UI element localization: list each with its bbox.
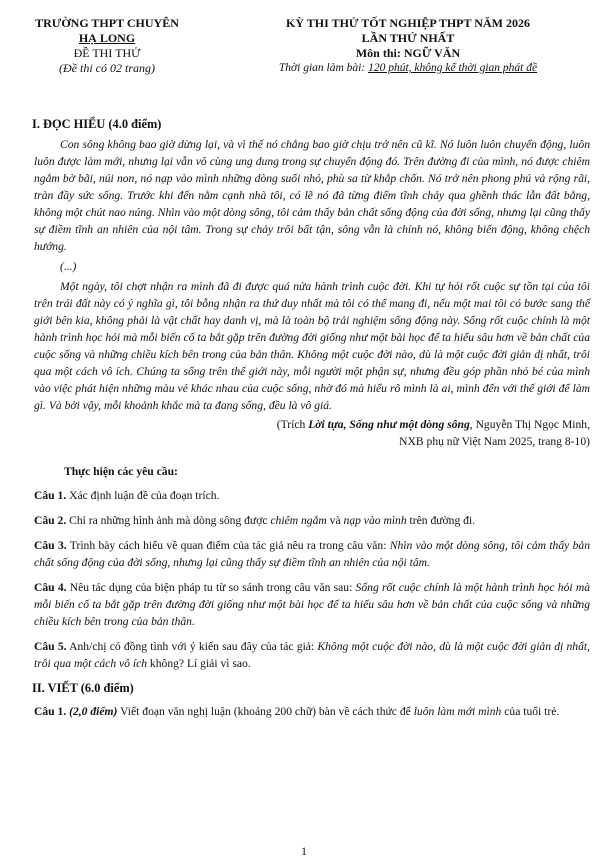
question-5-text: Anh/chị có đồng tình với ý kiến sau đây của tác giả: (66, 640, 318, 653)
question-2-label: Câu 2. (34, 514, 67, 527)
question-3-label: Câu 3. (34, 539, 67, 552)
school-block (18, 16, 196, 76)
source-author: , Nguyễn Thị Ngọc Minh, (469, 418, 590, 431)
question-3 (34, 537, 590, 571)
question-2-text-b: và (326, 514, 344, 527)
writing-question-1-label: Câu 1. (34, 705, 67, 718)
exam-time-prefix: Thời gian làm bài: (278, 62, 369, 74)
question-2-text-c: trên đường đi. (406, 514, 476, 527)
question-4-text: Nêu tác dụng của biện pháp tu từ so sánh trong câu văn sau: (66, 581, 356, 594)
source-title: Lời tựa, Sống như một dòng sông (308, 418, 470, 431)
exam-info-block (222, 16, 594, 76)
question-4-label: Câu 4. (34, 581, 67, 594)
passage-source (34, 416, 590, 450)
question-5-tail: không? Lí giải vì sao. (147, 657, 251, 670)
writing-question-1-points: (2,0 điểm) (66, 705, 118, 718)
exam-type: ĐỀ THI THỬ (73, 46, 141, 60)
school-name-line2: HẠ LONG (78, 31, 136, 45)
writing-question-1-text: Viết đoạn văn nghị luận (khoảng 200 chữ) bàn về cách thức để (117, 705, 414, 718)
question-2-text-a: Chỉ ra những hình ảnh mà dòng sông được (66, 514, 271, 527)
passage-ellipsis: (...) (60, 260, 77, 273)
question-1 (34, 487, 590, 504)
requirements-title: Thực hiện các yêu cầu: (64, 465, 178, 478)
school-name-line1: TRƯỜNG THPT CHUYÊN (35, 16, 179, 30)
writing-question-1-tail: của tuổi trẻ. (501, 705, 560, 718)
exam-round: LẦN THỨ NHẤT (361, 31, 455, 45)
question-5 (34, 638, 590, 672)
part1-title: I. ĐỌC HIỂU (4.0 điểm) (32, 117, 162, 131)
question-1-text: Xác định luận đề của đoạn trích. (66, 489, 220, 502)
page-count-note: (Đề thi có 02 trang) (59, 61, 155, 75)
question-3-text: Trình bày cách hiểu về quan điểm của tác giả nêu ra trong câu văn: (66, 539, 390, 552)
exam-header (0, 16, 608, 96)
question-1-label: Câu 1. (34, 489, 67, 502)
question-2-italic-b: nạp vào mình (343, 514, 407, 527)
question-4-quote: Sống rốt cuộc chính là một hành trình học hỏi mà mỗi biến cố ta bắt gặp trên đường đời giống như một bài học để ta hiểu sâu hơn về bản chất của cuộc sống và những chiều kích bên trong của bản thân. (34, 581, 590, 628)
question-2 (34, 512, 590, 529)
part2-title: II. VIẾT (6.0 điểm) (32, 681, 134, 695)
exam-content (34, 116, 590, 728)
question-3-quote: Nhìn vào một dòng sông, tôi cảm thấy bản chất sống động của đời sống, nhưng lại cũng thấy sự điềm tĩnh an nhiên của nội tâm. (34, 539, 591, 569)
writing-question-1-italic: luôn làm mới mình (413, 705, 502, 718)
passage-paragraph-1: Con sông không bao giờ dừng lại, và vì thế nó chẳng bao giờ chịu trở nên cũ kĩ. Nó luôn luôn chuyển động, luôn luôn được làm mới, nhưng lại vẫn vô cùng ung dung trong sự chuyển động đó. Trên đường đi của mình, nó được chiêm ngắm bờ bãi, núi non, nó nạp vào mình những dòng suối nhỏ, phù sa từ khắp chốn. Nó trở nên phong phú và rộng rãi, tràn đầy sức sống. Trước khi đến nằm cạnh nhà tôi, có lẽ nó đã từng điểm tĩnh chảy qua ghềnh thác lẫn đất bằng, không một chút nao núng. Nhìn vào một dòng sông, tôi cảm thấy bản chất sống động của đời sống, nhưng lại cũng thấy sự điềm tĩnh an nhiên của nội tâm. Trong sự chảy trôi bất tận, sông vẫn là chính nó, không biến động, không chệch hướng. (34, 138, 590, 253)
exam-subject: Môn thi: NGỮ VĂN (355, 46, 461, 60)
question-5-label: Câu 5. (34, 640, 67, 653)
writing-question-1 (34, 703, 590, 720)
page-number: 1 (301, 844, 307, 858)
exam-time (222, 61, 594, 76)
question-4 (34, 579, 590, 630)
passage-paragraph-2: Một ngày, tôi chợt nhận ra mình đã đi được quá nửa hành trình cuộc đời. Khi tự hỏi rốt cuộc sự tồn tại của tôi trên trái đất này có ý nghĩa gì, tôi bỗng nhận ra thứ duy nhất mà tôi có thể mang đi, nếu một mai tôi có bước sang thế giới bên kia, không phải là vật chất hay danh vị, mà là toàn bộ trải nghiệm sống động này. Sống rốt cuộc chính là một hành trình học hỏi mà mỗi biến cố ta bắt gặp trên đường đời giống như một bài học để ta hiểu sâu hơn về bản chất của cuộc sống và những chiều kích bên trong của bản thân. Không một cuộc đời nào, dù là một cuộc đời giản dị nhất, trôi qua một cách vô ích. Chúng ta sống trên thế giới này, mỗi người một phận sự, nhưng đều góp phần nhỏ bé của mình vào việc phát hiện những màu vẻ khác nhau của cuộc sống, nhờ đó mà hiểu rõ mình là ai, mình đến với thế giới để làm gì. Và bởi vậy, mỗi khoảnh khắc mà ta đang sống, đều là vô giá. (34, 280, 590, 412)
question-5-quote: Không một cuộc đời nào, dù là một cuộc đời giản dị nhất, trôi qua một cách vô ích (34, 640, 590, 670)
exam-title: KỲ THI THỬ TỐT NGHIỆP THPT NĂM 2026 (286, 16, 530, 30)
source-prefix: (Trích (276, 418, 309, 431)
exam-time-value: 120 phút, không kể thời gian phát đề (368, 62, 538, 74)
question-2-italic-a: chiêm ngắm (270, 514, 327, 527)
source-publisher: NXB phụ nữ Việt Nam 2025, trang 8-10) (399, 435, 590, 448)
